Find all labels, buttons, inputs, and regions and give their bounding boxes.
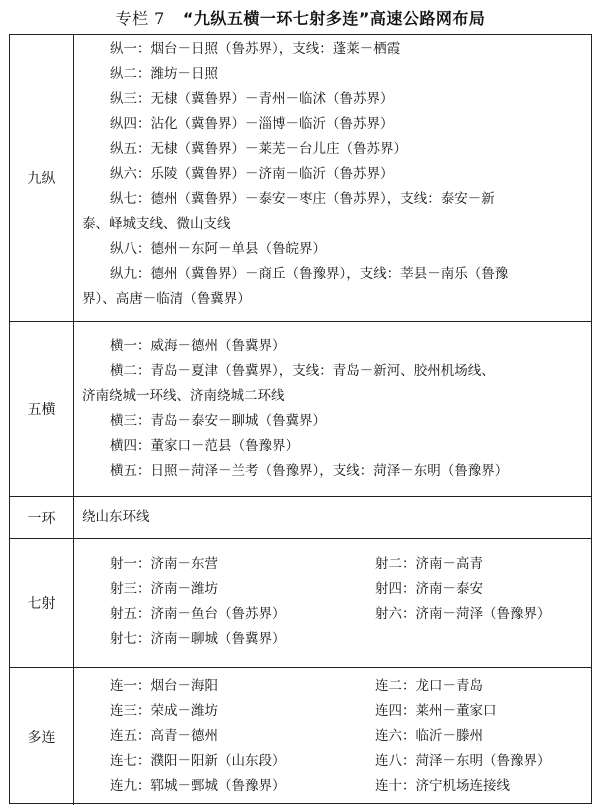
section-wuheng bbox=[10, 322, 591, 497]
jiuzong-line: 纵七：德州（冀鲁界）－泰安－枣庄（鲁苏界），支线：泰安－新 bbox=[110, 191, 495, 207]
jiuzong-line: 纵六：乐陵（冀鲁界）－济南－临沂（鲁苏界） bbox=[110, 166, 394, 182]
highway-network-table bbox=[9, 34, 592, 804]
duolian-right-item: 连四：莱州－董家口 bbox=[375, 703, 497, 719]
wuheng-line: 横四：董家口－范县（鲁豫界） bbox=[110, 438, 299, 454]
section-duolian bbox=[10, 668, 591, 805]
duolian-right-item: 连六：临沂－滕州 bbox=[375, 728, 483, 744]
jiuzong-line-cont: 泰、峄城支线、微山支线 bbox=[82, 216, 231, 232]
wuheng-line: 横五：日照－菏泽－兰考（鲁豫界），支线：菏泽－东明（鲁豫界） bbox=[110, 463, 509, 479]
section-jiuzong bbox=[10, 35, 591, 322]
section-label-duolian: 多连 bbox=[10, 668, 74, 805]
wuheng-line-cont: 济南绕城一环线、济南绕城二环线 bbox=[82, 388, 285, 404]
wuheng-line: 横二：青岛－夏津（鲁冀界），支线：青岛－新河、胶州机场线、 bbox=[110, 363, 495, 379]
jiuzong-line: 纵八：德州－东阿－单县（鲁皖界） bbox=[110, 241, 326, 257]
duolian-left-item: 连五：高青－德州 bbox=[110, 728, 218, 744]
page-title bbox=[0, 6, 601, 29]
jiuzong-line: 纵九：德州（冀鲁界）－商丘（鲁豫界），支线：莘县－南乐（鲁豫 bbox=[110, 266, 509, 282]
qishe-right-item: 射六：济南－菏泽（鲁豫界） bbox=[375, 606, 551, 622]
jiuzong-line: 纵五：无棣（冀鲁界）－莱芜－台儿庄（鲁苏界） bbox=[110, 141, 407, 157]
jiuzong-line: 纵三：无棣（冀鲁界）－青州－临沭（鲁苏界） bbox=[110, 91, 394, 107]
duolian-right-item: 连八：菏泽－东明（鲁豫界） bbox=[375, 753, 551, 769]
duolian-left-item: 连九：郓城－鄄城（鲁豫界） bbox=[110, 778, 286, 794]
jiuzong-line: 纵一：烟台－日照（鲁苏界），支线：蓬莱－栖霞 bbox=[110, 41, 401, 57]
section-qishe bbox=[10, 539, 591, 668]
section-label-jiuzong: 九纵 bbox=[10, 35, 74, 321]
qishe-left-item: 射三：济南－潍坊 bbox=[110, 581, 218, 597]
qishe-left-item: 射一：济南－东营 bbox=[110, 556, 218, 572]
box-title: “九纵五横一环七射多连”高速公路网布局 bbox=[182, 9, 486, 28]
duolian-left-item: 连七：濮阳－阳新（山东段） bbox=[110, 753, 286, 769]
section-yihuan bbox=[10, 497, 591, 539]
duolian-left-item: 连一：烟台－海阳 bbox=[110, 678, 218, 694]
qishe-left-item: 射七：济南－聊城（鲁冀界） bbox=[110, 631, 286, 647]
yihuan-text: 绕山东环线 bbox=[82, 509, 150, 525]
duolian-left-item: 连三：荣成－潍坊 bbox=[110, 703, 218, 719]
section-label-qishe: 七射 bbox=[10, 539, 74, 667]
jiuzong-line: 纵四：沾化（冀鲁界）－淄博－临沂（鲁苏界） bbox=[110, 116, 394, 132]
duolian-right-item: 连二：龙口－青岛 bbox=[375, 678, 483, 694]
jiuzong-line-cont: 界）、高唐－临清（鲁冀界） bbox=[82, 291, 251, 307]
box-tag: 专栏 7 bbox=[115, 9, 165, 28]
qishe-left-item: 射五：济南－鱼台（鲁苏界） bbox=[110, 606, 286, 622]
wuheng-line: 横一：威海－德州（鲁冀界） bbox=[110, 338, 286, 354]
jiuzong-line: 纵二：潍坊－日照 bbox=[110, 66, 218, 82]
duolian-right-item: 连十：济宁机场连接线 bbox=[375, 778, 510, 794]
section-label-wuheng: 五横 bbox=[10, 322, 74, 496]
qishe-right-item: 射四：济南－泰安 bbox=[375, 581, 483, 597]
wuheng-line: 横三：青岛－泰安－聊城（鲁冀界） bbox=[110, 413, 326, 429]
qishe-right-item: 射二：济南－高青 bbox=[375, 556, 483, 572]
section-label-yihuan: 一环 bbox=[10, 497, 74, 538]
